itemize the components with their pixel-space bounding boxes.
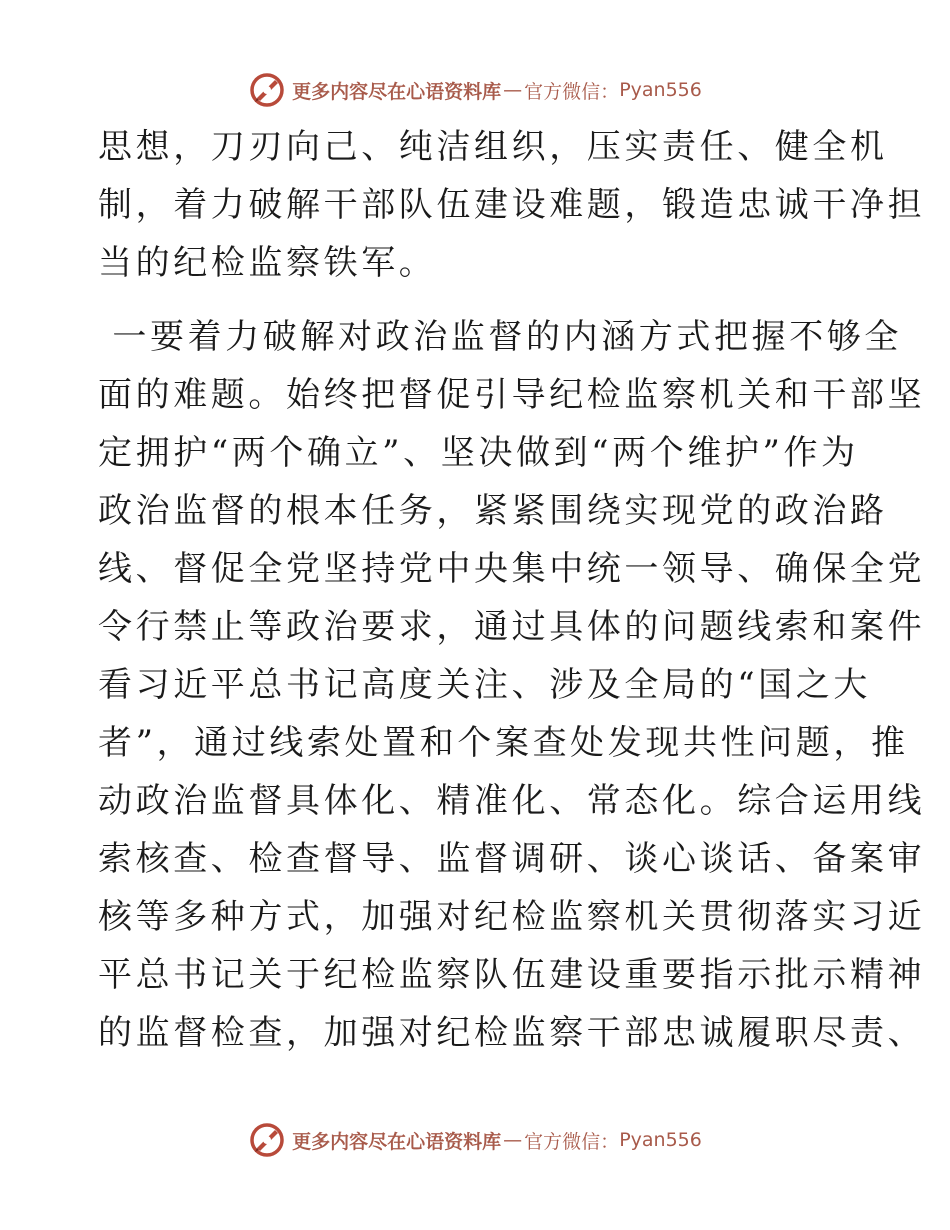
text-line: 线、督促全党坚持党中央集中统一领导、确保全党 — [98, 549, 926, 589]
text-line: 制，着力破解干部队伍建设难题，锻造忠诚干净担 — [98, 185, 926, 225]
paragraph-gap — [98, 292, 850, 308]
header-banner — [0, 68, 950, 112]
text-line: 平总书记关于纪检监察队伍建设重要指示批示精神 — [98, 955, 926, 995]
text-line: 核等多种方式，加强对纪检监察机关贯彻落实习近 — [98, 897, 926, 937]
text-line: 当的纪检监察铁军。 — [98, 243, 437, 283]
text-line: 的监督检查，加强对纪检监察干部忠诚履职尽责、 — [98, 1013, 926, 1053]
header-slogan: 更多内容尽在心语资料库 — [292, 80, 502, 103]
red-seal-pen-icon — [248, 71, 286, 109]
text-line: 面的难题。始终把督促引导纪检监察机关和干部坚 — [98, 375, 926, 415]
text-line: 一要着力破解对政治监督的内涵方式把握不够全 — [98, 317, 903, 357]
text-line: 看习近平总书记高度关注、涉及全局的“国之大 — [98, 665, 871, 705]
paragraph-2 — [98, 308, 926, 1062]
text-line: 思想，刀刃向己、纯洁组织，压实责任、健全机 — [98, 127, 888, 167]
text-line: 政治监督的根本任务，紧紧围绕实现党的政治路 — [98, 491, 888, 531]
text-line: 定拥护“两个确立”、坚决做到“两个维护”作为 — [98, 433, 859, 473]
document-body — [98, 118, 926, 1062]
footer-separator: — — [503, 1129, 523, 1151]
footer-banner — [0, 1118, 950, 1162]
text-line: 索核查、检查督导、监督调研、谈心谈话、备案审 — [98, 839, 926, 879]
footer-slogan: 更多内容尽在心语资料库 — [292, 1130, 502, 1153]
text-line: 令行禁止等政治要求，通过具体的问题线索和案件 — [98, 607, 926, 647]
text-line: 者”，通过线索处置和个案查处发现共性问题，推 — [98, 723, 909, 763]
header-separator: — — [503, 79, 523, 101]
paragraph-1 — [98, 118, 926, 292]
footer-wechat-label: 官方微信： — [524, 1130, 620, 1153]
text-line: 动政治监督具体化、精准化、常态化。综合运用线 — [98, 781, 926, 821]
footer-wechat-id: Pyan556 — [619, 1129, 702, 1151]
header-wechat-label: 官方微信： — [524, 80, 620, 103]
red-seal-pen-icon — [248, 1121, 286, 1159]
header-wechat-id: Pyan556 — [619, 79, 702, 101]
